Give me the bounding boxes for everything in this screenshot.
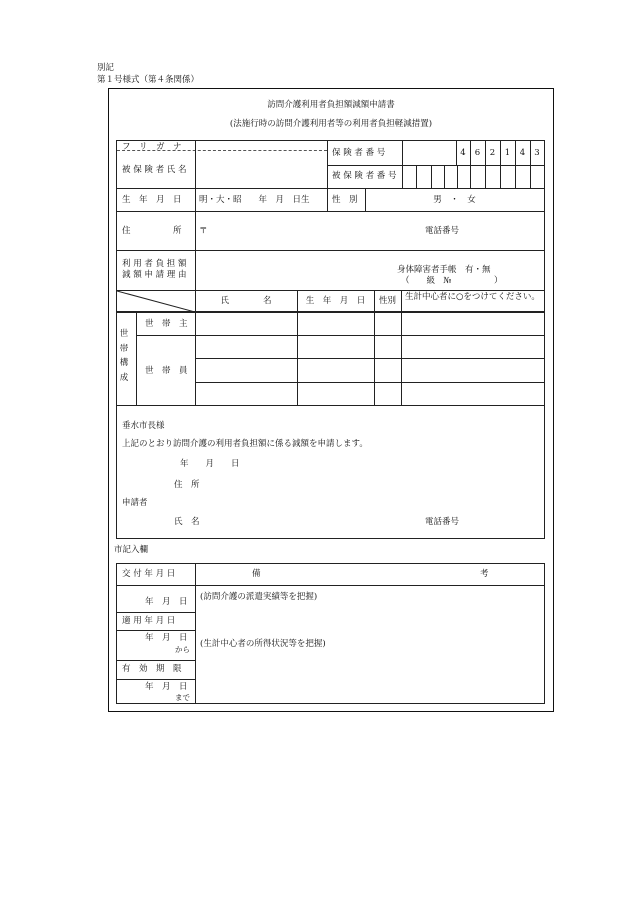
remark-income: (生計中心者の所得状況等を把握) <box>200 639 326 649</box>
until-label: まで <box>175 693 190 702</box>
insurer-digit: 4 <box>460 148 466 158</box>
insured-name-label: 被 保 険 者 氏 名 <box>122 165 187 175</box>
reason-label-1: 利 用 者 負 担 額 <box>122 259 187 269</box>
insurer-number-label: 保 険 者 番 号 <box>332 148 386 158</box>
group-col-divider <box>136 312 137 406</box>
household-row-divider <box>195 382 544 383</box>
apply-date-label: 適 用 年 月 日 <box>122 616 176 626</box>
declaration-name-label: 氏 名 <box>174 517 200 527</box>
phone-label: 電話番号 <box>425 226 460 236</box>
remark-dispatch: (訪問介護の派遣実績等を把握) <box>200 592 318 602</box>
household-header-divider <box>117 312 544 313</box>
insurer-digit: 6 <box>474 148 481 158</box>
row-divider-name <box>117 188 544 189</box>
row-divider-birth <box>117 211 544 212</box>
group-char: 構 <box>119 358 129 368</box>
valid-until-label: 有 効 期 限 <box>122 664 182 674</box>
insurer-value-divider <box>402 141 403 188</box>
declaration-phone-label: 電話番号 <box>425 517 460 527</box>
reason-label-2: 減 額 申 請 理 由 <box>122 270 187 280</box>
form-number: 第１号様式（第４条関係） <box>97 75 200 85</box>
group-char: 成 <box>119 372 129 383</box>
insurer-digit: 3 <box>534 148 540 158</box>
household-head-label: 世 帯 主 <box>145 319 188 329</box>
insurer-digit: 4 <box>519 148 526 158</box>
sex-label: 性 別 <box>332 195 358 205</box>
sex-col-divider <box>327 188 328 211</box>
form-title: 訪問介護利用者負担額減額申請書 <box>267 100 395 110</box>
digit-divider <box>444 165 445 188</box>
row-divider-address <box>117 250 544 251</box>
annex-label: 別記 <box>97 63 115 73</box>
valid-date-ymd: 年 月 日 <box>145 682 188 692</box>
office-row-divider <box>117 660 195 661</box>
remarks-header-2: 考 <box>480 569 489 579</box>
address-label: 住 所 <box>122 226 182 236</box>
household-group-label <box>118 327 130 385</box>
name-col-divider <box>297 290 298 406</box>
sex-value: 男 ・ 女 <box>433 195 476 205</box>
declaration-address-label: 住 所 <box>174 480 200 490</box>
insurer-col-divider <box>327 141 328 188</box>
col-name-header: 氏 名 <box>220 296 272 306</box>
group-char: 帯 <box>119 343 129 354</box>
office-row-divider <box>117 612 195 613</box>
digit-divider <box>431 165 432 188</box>
digit-divider <box>457 165 458 188</box>
office-header-divider <box>117 585 544 586</box>
disability-grade: （ 級 № ） <box>401 276 503 286</box>
col-sex-header: 性別 <box>378 296 396 306</box>
remarks-header-1: 備 <box>252 569 261 579</box>
disability-notebook: 身体障害者手帳 有・無 <box>397 265 491 275</box>
label-col-divider <box>195 141 196 311</box>
sex-col-divider <box>401 290 402 406</box>
furigana-label: フ リ ガ ナ <box>122 142 182 152</box>
digit-divider <box>416 165 417 188</box>
header-diagonal <box>117 291 195 312</box>
declaration-statement: 上記のとおり訪問介護の利用者負担額に係る減額を申請します。 <box>122 439 368 449</box>
insurer-row-divider <box>327 165 544 166</box>
issue-date-label: 交 付 年 月 日 <box>122 569 176 579</box>
col-note-header: 生計中心者に○をつけてください。 <box>405 292 540 302</box>
household-row-divider <box>136 335 544 336</box>
apply-date-ymd: 年 月 日 <box>145 633 188 643</box>
birth-col-divider <box>374 290 375 406</box>
household-member-label: 世 帯 員 <box>145 366 188 376</box>
insurer-digit: 2 <box>489 148 496 158</box>
office-row-divider <box>117 679 195 680</box>
birth-label: 生 年 月 日 <box>122 195 182 205</box>
form-subtitle: (法施行時の訪問介護利用者等の利用者負担軽減措置) <box>229 119 433 129</box>
group-char: 世 <box>119 329 129 339</box>
postal-mark: 〒 <box>199 226 208 236</box>
addressee: 垂水市長様 <box>122 421 165 431</box>
birth-value: 明・大・昭 年 月 日生 <box>199 195 310 205</box>
applicant-label: 申請者 <box>122 498 148 508</box>
issue-date-ymd: 年 月 日 <box>145 597 188 607</box>
insured-number-label: 被 保 険 者 番 号 <box>332 171 397 181</box>
declaration-date: 年 月 日 <box>180 459 240 469</box>
from-label: から <box>175 645 190 654</box>
insurer-digit: 1 <box>504 148 511 158</box>
col-birth-header: 生 年 月 日 <box>305 296 366 306</box>
office-section-heading: 市記入欄 <box>114 545 149 555</box>
household-row-divider <box>195 358 544 359</box>
office-row-divider <box>117 630 195 631</box>
role-col-divider <box>195 290 196 406</box>
